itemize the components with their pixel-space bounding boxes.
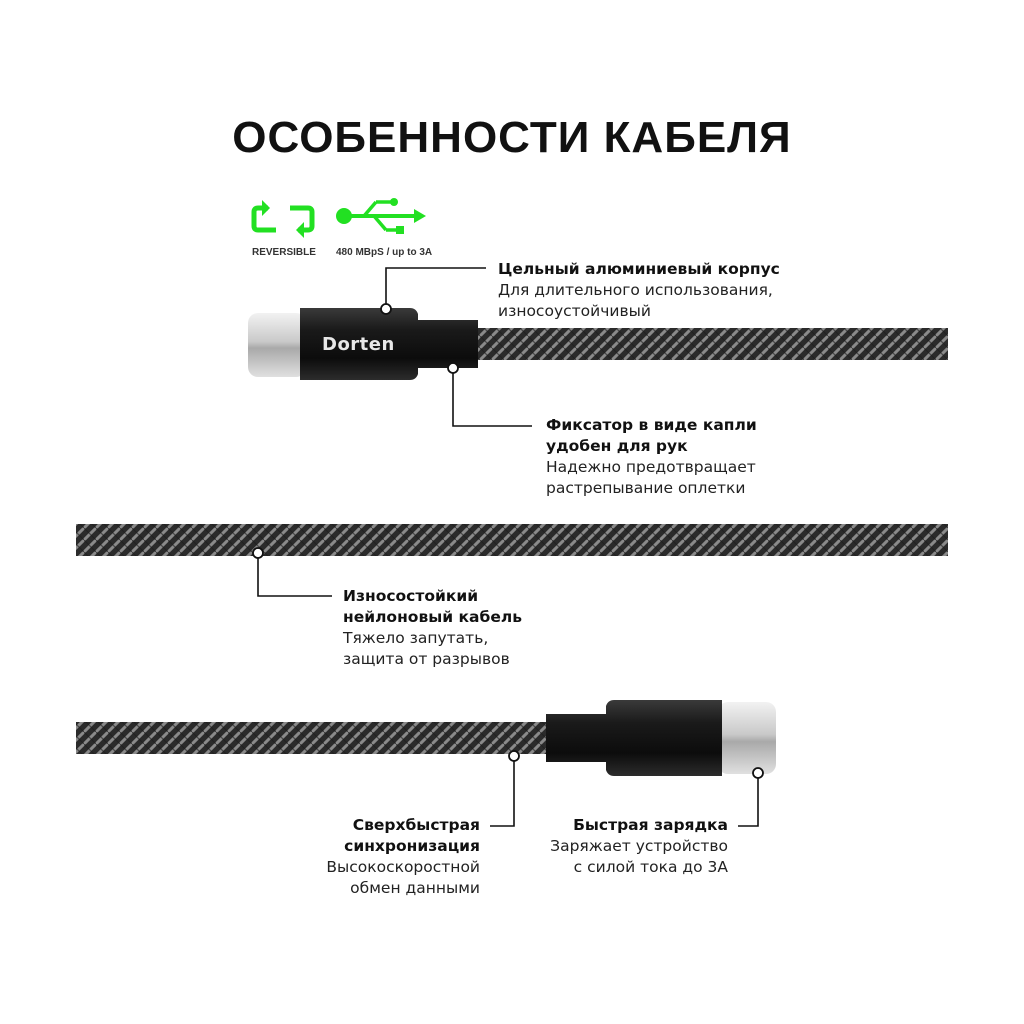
feature-heading: нейлоновый кабель (343, 608, 522, 626)
bottom-usb-c-plug (718, 702, 776, 774)
feature-fast-sync (280, 815, 480, 899)
feature-heading: Цельный алюминиевый корпус (498, 260, 780, 278)
usb-speed-label: 480 MBpS / up to 3A (336, 247, 433, 258)
page-title: ОСОБЕННОСТИ КАБЕЛЯ (232, 113, 792, 162)
feature-heading: удобен для рук (546, 437, 688, 455)
feature-desc: Для длительного использования, (498, 281, 773, 299)
feature-drop-grip (546, 415, 757, 499)
feature-desc: растрепывание оплетки (546, 479, 746, 497)
top-cable-braid (478, 328, 948, 360)
usb-icon (336, 198, 426, 234)
feature-desc: износоустойчивый (498, 302, 651, 320)
feature-heading: Быстрая зарядка (573, 816, 728, 834)
middle-cable-braid (76, 524, 948, 556)
feature-fast-charge (528, 815, 728, 878)
feature-desc: обмен данными (350, 879, 480, 897)
reversible-label: REVERSIBLE (252, 247, 316, 258)
top-usb-c-plug (248, 313, 306, 377)
feature-desc: Высокоскоростной (326, 858, 480, 876)
feature-heading: Фиксатор в виде капли (546, 416, 757, 434)
feature-desc: Заряжает устройство (550, 837, 728, 855)
feature-nylon-cable (343, 586, 522, 670)
reversible-arrows-icon (254, 200, 312, 238)
brand-logo: Dorten (322, 334, 395, 355)
bottom-cable (76, 700, 776, 776)
feature-desc: Надежно предотвращает (546, 458, 756, 476)
feature-desc: с силой тока до 3А (573, 858, 728, 876)
feature-desc: Тяжело запутать, (343, 629, 489, 647)
feature-heading: Износостойкий (343, 587, 479, 605)
feature-heading: синхронизация (344, 837, 480, 855)
bottom-aluminium-housing (546, 700, 722, 776)
feature-heading: Сверхбыстрая (352, 816, 480, 834)
feature-aluminium-housing (498, 259, 780, 322)
bottom-cable-braid (76, 722, 546, 754)
feature-desc: защита от разрывов (343, 650, 510, 668)
